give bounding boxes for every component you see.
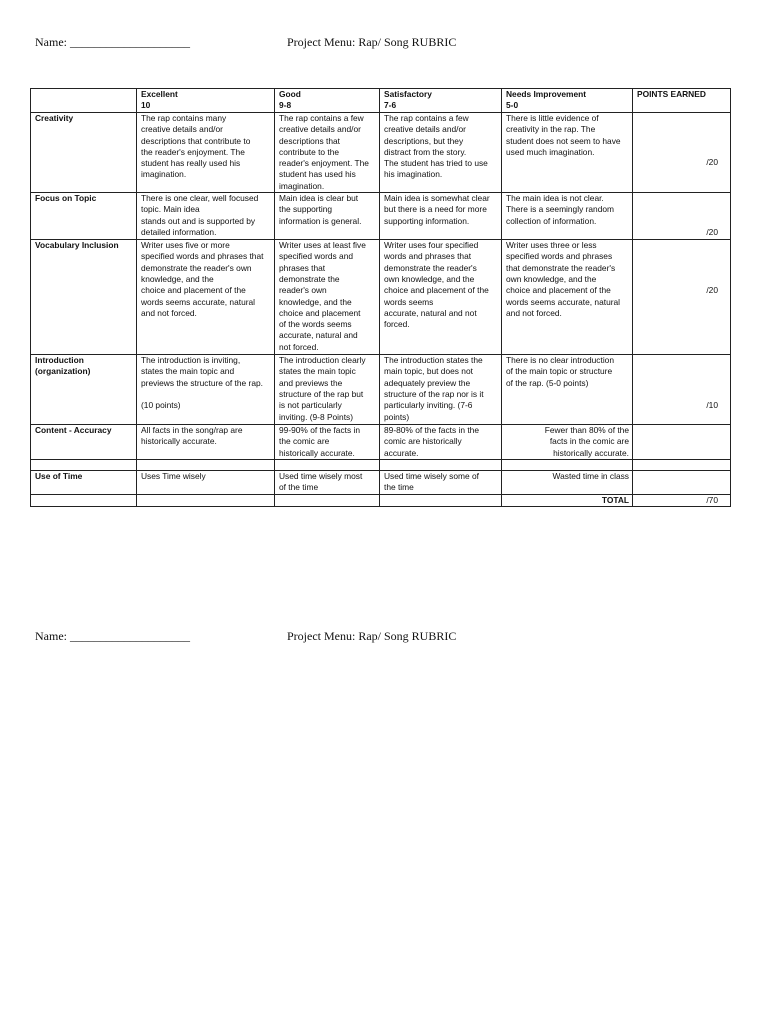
criterion-focus-on-topic: Focus on Topic xyxy=(31,193,137,240)
cell-excellent: Writer uses five or more specified words and phrases that demonstrate the reader's own knowledge, and the choice and placement of the words seems accurate, natural and not forced. xyxy=(137,240,275,355)
cell-satisfactory: 89-80% of the facts in the comic are historically accurate. xyxy=(380,425,502,460)
table-row xyxy=(31,355,731,425)
table-row-blank xyxy=(31,459,731,470)
cell-excellent: There is one clear, well focused topic. Main idea stands out and is supported by detailed information. xyxy=(137,193,275,240)
name-field-label: Name: ____________________ xyxy=(35,629,190,643)
header-satisfactory: Satisfactory 7-6 xyxy=(380,89,502,113)
cell-good: Main idea is clear but the supporting information is general. xyxy=(275,193,380,240)
criterion-content-accuracy: Content - Accuracy xyxy=(31,425,137,460)
cell-needs-improvement: Writer uses three or less specified words and phrases that demonstrate the reader's own knowledge, and the choice and placement of the words seems accurate, natural and not forced. xyxy=(502,240,633,355)
points-earned-cell[interactable] xyxy=(633,425,731,460)
table-header-row xyxy=(31,89,731,113)
header-excellent: Excellent 10 xyxy=(137,89,275,113)
criterion-vocabulary-inclusion: Vocabulary Inclusion xyxy=(31,240,137,355)
header-criterion-cell xyxy=(31,89,137,113)
points-earned-cell[interactable] xyxy=(633,193,731,240)
cell-good: Used time wisely most of the time xyxy=(275,470,380,494)
cell-satisfactory: Used time wisely some of the time xyxy=(380,470,502,494)
cell-satisfactory: Writer uses four specified words and phrases that demonstrate the reader's own knowledge, and the choice and placement of the words seems accurate, natural and not forced. xyxy=(380,240,502,355)
cell-good: Writer uses at least five specified words and phrases that demonstrate the reader's own knowledge, and the choice and placement of the words seems accurate, natural and not forced. xyxy=(275,240,380,355)
name-field-label: Name: ____________________ xyxy=(35,35,190,49)
cell-needs-improvement: There is little evidence of creativity in the rap. The student does not seem to have used much imagination. xyxy=(502,113,633,193)
page-title: Project Menu: Rap/ Song RUBRIC xyxy=(287,35,457,49)
cell-excellent: The introduction is inviting, states the main topic and previews the structure of the rap. (10 points) xyxy=(137,355,275,425)
table-row xyxy=(31,193,731,240)
criterion-creativity: Creativity xyxy=(31,113,137,193)
cell-needs-improvement: Wasted time in class xyxy=(502,470,633,494)
cell-satisfactory: The introduction states the main topic, but does not adequately preview the structure of the rap nor is it particularly inviting. (7-6 points) xyxy=(380,355,502,425)
table-row xyxy=(31,113,731,193)
points-possible: /20 xyxy=(706,285,718,296)
points-earned-cell[interactable] xyxy=(633,470,731,494)
cell-satisfactory: Main idea is somewhat clear but there is a need for more supporting information. xyxy=(380,193,502,240)
header-points-earned: POINTS EARNED xyxy=(633,89,731,113)
points-earned-cell[interactable] xyxy=(633,355,731,425)
cell-good: The introduction clearly states the main topic and previews the structure of the rap but is not particularly inviting. (9-8 Points) xyxy=(275,355,380,425)
points-earned-cell[interactable] xyxy=(633,113,731,193)
criterion-use-of-time: Use of Time xyxy=(31,470,137,494)
cell-excellent: Uses Time wisely xyxy=(137,470,275,494)
total-row xyxy=(31,494,731,506)
rubric-table xyxy=(30,88,731,507)
page-title: Project Menu: Rap/ Song RUBRIC xyxy=(287,629,457,643)
header-good: Good 9-8 xyxy=(275,89,380,113)
cell-needs-improvement: There is no clear introduction of the main topic or structure of the rap. (5-0 points) xyxy=(502,355,633,425)
criterion-introduction: Introduction (organization) xyxy=(31,355,137,425)
points-possible: /20 xyxy=(706,157,718,167)
table-row xyxy=(31,425,731,460)
cell-good: The rap contains a few creative details and/or descriptions that contribute to the reader's enjoyment. The student has used his imagination. xyxy=(275,113,380,193)
table-row xyxy=(31,240,731,355)
table-row xyxy=(31,470,731,494)
cell-excellent: The rap contains many creative details and/or descriptions that contribute to the reader's enjoyment. The student has really used his imagination. xyxy=(137,113,275,193)
header-needs-improvement: Needs Improvement 5-0 xyxy=(502,89,633,113)
cell-needs-improvement: The main idea is not clear. There is a seemingly random collection of information. xyxy=(502,193,633,240)
points-possible: /20 xyxy=(706,227,718,238)
page-header xyxy=(35,35,735,55)
cell-excellent: All facts in the song/rap are historically accurate. xyxy=(137,425,275,460)
points-earned-cell[interactable] xyxy=(633,240,731,355)
cell-good: 99-90% of the facts in the comic are historically accurate. xyxy=(275,425,380,460)
total-points[interactable]: /70 xyxy=(633,494,731,506)
cell-needs-improvement: Fewer than 80% of the facts in the comic are historically accurate. xyxy=(502,425,633,460)
second-page-header xyxy=(35,629,735,649)
cell-satisfactory: The rap contains a few creative details and/or descriptions, but they distract from the story. The student has tried to use his imagination. xyxy=(380,113,502,193)
total-label: TOTAL xyxy=(502,494,633,506)
points-possible: /10 xyxy=(706,400,718,411)
